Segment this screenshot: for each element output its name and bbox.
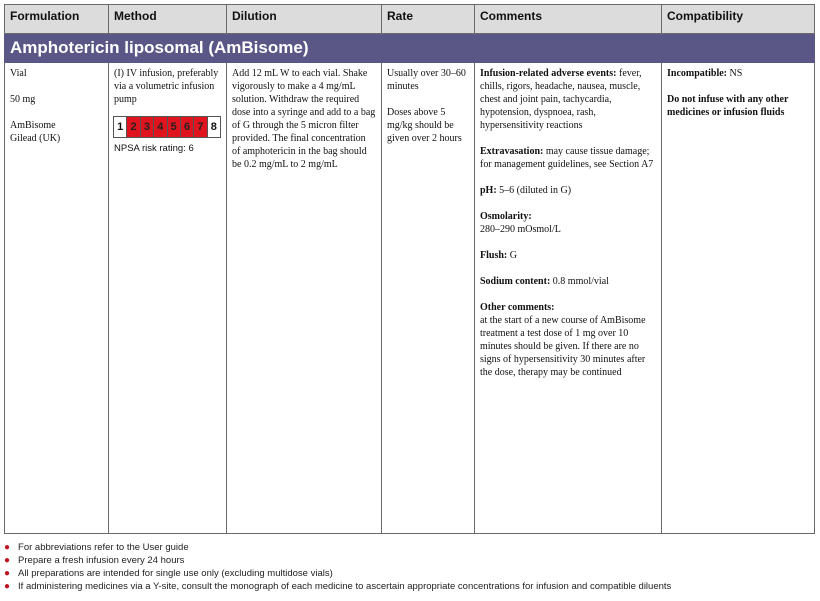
- method-text: (I) IV infusion, preferably via a volumetric infusion pump: [114, 68, 219, 105]
- npsa-risk-box-3: 3: [140, 116, 154, 138]
- npsa-risk-box-6: 6: [180, 116, 194, 138]
- npsa-risk-box-7: 7: [193, 116, 207, 138]
- comment-extravasation: Extravasation: may cause tissue damage; for management guidelines, see Section A7: [480, 146, 654, 170]
- header-dilution: Dilution: [227, 5, 382, 34]
- npsa-risk-box-2: 2: [126, 116, 140, 138]
- npsa-risk-scale: [114, 116, 221, 138]
- comment-adverse-events: Infusion-related adverse events: fever, chills, rigors, headache, nausea, muscle, chest and joint pain, tachycardia, hypotension, dyspnoea, rash, hypersensitivity reactions: [480, 68, 642, 131]
- npsa-risk-box-1: 1: [113, 116, 127, 138]
- comment-other: Other comments: at the start of a new course of AmBisome treatment a test dose of 1 mg over 10 minutes should be given. If there are no signs of hypersensitivity 30 minutes after the dose, therapy may be continued: [480, 302, 646, 378]
- compatibility-warning: Do not infuse with any other medicines or infusion fluids: [667, 94, 789, 118]
- footnote-item: ● All preparations are intended for single use only (excluding multidose vials): [4, 568, 333, 579]
- bullet-icon: ●: [4, 555, 11, 566]
- rate-text-1: Usually over 30–60 minutes: [387, 68, 466, 92]
- drug-detail-row: [5, 63, 815, 534]
- header-compatibility: Compatibility: [662, 5, 815, 34]
- comment-osmolarity: Osmolarity: 280–290 mOsmol/L: [480, 211, 561, 235]
- bullet-icon: ●: [4, 568, 11, 579]
- drug-title: Amphotericin liposomal (AmBisome): [5, 34, 815, 63]
- compatibility-cell: [662, 63, 815, 534]
- dilution-cell: [227, 63, 382, 534]
- npsa-risk-box-4: 4: [153, 116, 167, 138]
- monograph-table-container: [4, 4, 814, 534]
- npsa-risk-box-5: 5: [167, 116, 181, 138]
- formulation-cell: [5, 63, 109, 534]
- header-formulation: Formulation: [5, 5, 109, 34]
- footnote-item: ● If administering medicines via a Y-site, consult the monograph of each medicine to ascertain appropriate concentrations for infusion and compatible diluents: [4, 581, 672, 592]
- drug-title-row: [5, 34, 815, 63]
- footnotes: [4, 541, 814, 593]
- bullet-icon: ●: [4, 542, 11, 553]
- footnote-item: ● Prepare a fresh infusion every 24 hours: [4, 555, 185, 566]
- npsa-risk-box-8: 8: [207, 116, 221, 138]
- rate-cell: [382, 63, 475, 534]
- header-row: [5, 5, 815, 34]
- formulation-strength: 50 mg: [10, 94, 36, 105]
- npsa-risk-label: NPSA risk rating: 6: [114, 143, 194, 154]
- header-comments: Comments: [475, 5, 662, 34]
- monograph-table: [4, 4, 815, 534]
- comment-ph: pH: 5–6 (diluted in G): [480, 185, 572, 196]
- comments-cell: [475, 63, 662, 534]
- header-rate: Rate: [382, 5, 475, 34]
- formulation-brand: AmBisome Gilead (UK): [10, 120, 61, 144]
- formulation-type: Vial: [10, 68, 27, 79]
- dilution-text: Add 12 mL W to each vial. Shake vigorously to make a 4 mg/mL solution. Withdraw the required dose into a syringe and add to a bag of G through the 5 micron filter provided. The final concentration of amphotericin in the bag should be 0.2 mg/mL to 2 mg/mL: [232, 68, 376, 170]
- footnote-item: ● For abbreviations refer to the User guide: [4, 542, 189, 553]
- comment-flush: Flush: G: [480, 250, 517, 261]
- comment-sodium: Sodium content: 0.8 mmol/vial: [480, 276, 609, 287]
- bullet-icon: ●: [4, 581, 11, 592]
- header-method: Method: [109, 5, 227, 34]
- compatibility-incompatible: Incompatible: NS: [667, 68, 743, 79]
- rate-text-2: Doses above 5 mg/kg should be given over 2 hours: [387, 107, 462, 144]
- method-cell: [109, 63, 227, 534]
